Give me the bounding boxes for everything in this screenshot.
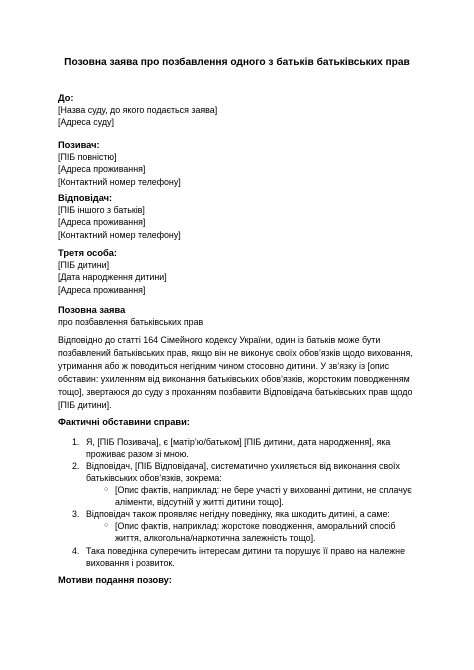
list-item [86,436,390,461]
list-item-number: 1. [72,437,80,447]
circle-bullet-icon: ○ [104,522,109,529]
child-birth-date: [Дата народження дитини] [58,272,167,283]
plaintiff-heading: Позивач: [58,140,100,150]
claim-block [58,304,418,328]
to-heading: До: [58,93,74,103]
third-party-heading: Третя особа: [58,248,118,258]
defendant-address: [Адреса проживання] [58,217,146,228]
defendant-phone: [Контактний номер телефону] [58,229,181,240]
list-item-number: 2. [72,461,80,471]
sub-list-item [115,484,412,509]
list-item-line: Відповідач також проявляє негідну поведінку, яка шкодить дитині, а саме: [86,509,390,519]
list-item [86,460,400,485]
list-item-line: Така поведінка суперечить інтересам дитини та порушує її право на належне [86,546,406,556]
child-name: [ПІБ дитини] [58,260,110,271]
intro-line: [ПІБ дитини]. [58,400,112,411]
list-item-number: 4. [72,546,80,556]
defendant-block [58,192,418,241]
claim-heading: Позовна заява [58,305,126,315]
claim-subject: про позбавлення батьківських прав [58,317,204,328]
sub-list-item [115,520,396,545]
intro-line: тощо], звертаюся до суду з проханням позбавити Відповідача батьківських прав щодо [58,387,413,398]
defendant-heading: Відповідач: [58,193,113,203]
sub-list-item-line: [Опис фактів, наприклад: не бере участі у вихованні дитини, не сплачує [115,485,412,495]
child-address: [Адреса проживання] [58,284,146,295]
list-item-line: Відповідач, [ПІБ Відповідача], систематично ухиляється від виконання своїх [86,461,400,471]
sub-list-item-line: аліменти, відсутній у житті дитини тощо]. [115,497,284,508]
intro-paragraph [58,334,418,413]
plaintiff-phone: [Контактний номер телефону] [58,176,181,187]
defendant-name: [ПІБ іншого з батьків] [58,205,145,216]
court-name: [Назва суду, до якого подається заява] [58,105,218,116]
list-item-line: виховання і розвиток. [86,558,175,569]
intro-line: позбавлений батьківських прав, якщо він не виконує своїх обов’язків щодо виховання, [58,348,413,359]
plaintiff-address: [Адреса проживання] [58,164,146,175]
intro-line: Відповідно до статті 164 Сімейного кодексу України, один із батьків може бути [58,335,381,345]
list-item [86,508,390,520]
circle-bullet-icon: ○ [104,486,109,493]
document-title: Позовна заява про позбавлення одного з батьків батьківських прав [64,57,410,68]
motives-heading: Мотиви подання позову: [58,575,172,585]
list-item-line: Я, [ПІБ Позивача], є [матір’ю/батьком] [ПІБ дитини, дата народження], яка [86,437,391,447]
list-item [86,545,405,570]
intro-line: обставин: ухиленням від виконання батьківських обов’язків, жорстоким поводженням [58,374,410,385]
list-item-number: 3. [72,509,80,519]
court-address: [Адреса суду] [58,117,114,128]
third-party-block [58,247,418,296]
intro-line: утримання або ж поводиться негідним чином стосовно дитини. У зв’язку із [опис [58,361,390,372]
list-item-line: батьківських обов’язків, зокрема: [86,473,222,484]
plaintiff-name: [ПІБ повністю] [58,152,117,163]
facts-heading: Фактичні обставини справи: [58,417,190,427]
list-item-line: проживає разом зі мною. [86,449,189,460]
sub-list-item-line: [Опис фактів, наприклад: жорстоке поводження, аморальний спосіб [115,521,396,531]
to-block [58,92,418,129]
sub-list-item-line: життя, алкогольна/наркотична залежність тощо]. [115,533,316,544]
plaintiff-block [58,139,418,188]
